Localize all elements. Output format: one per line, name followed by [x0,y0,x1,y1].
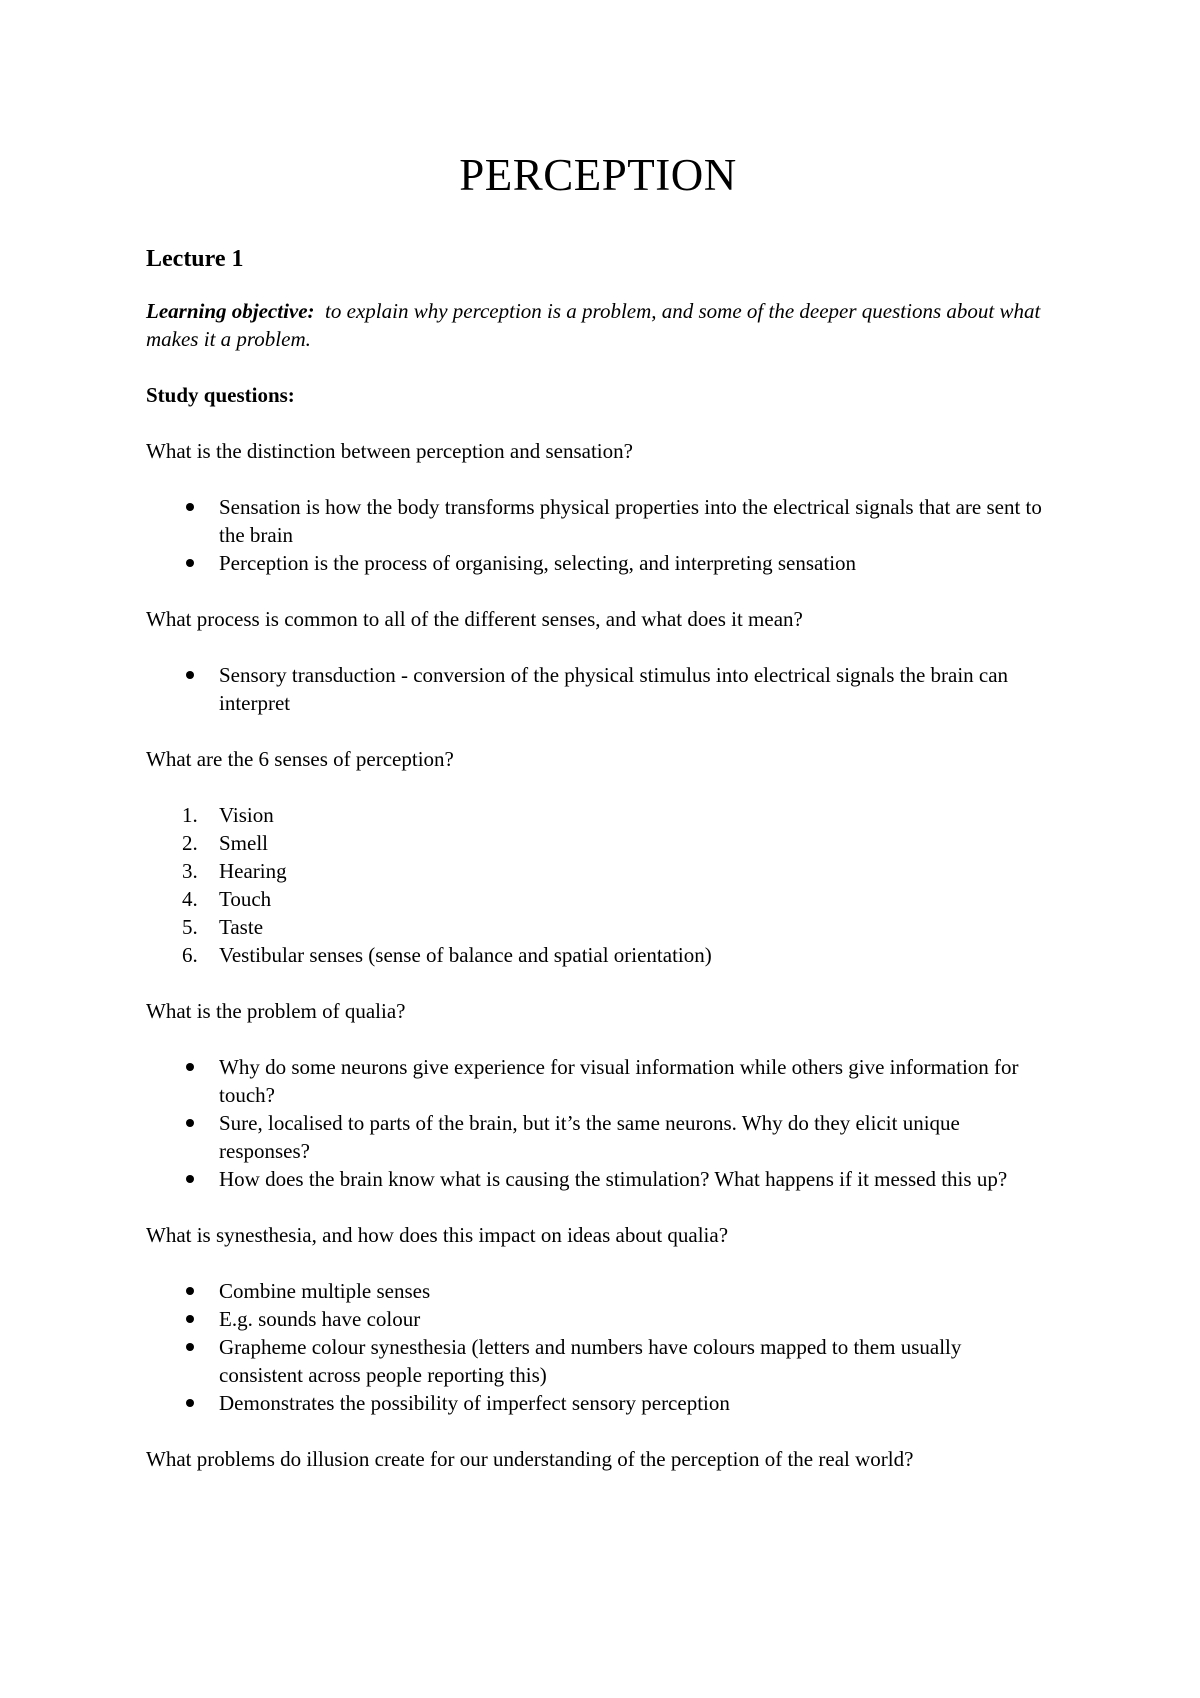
list-item: Combine multiple senses [219,1277,1050,1305]
list-item: Sensory transduction - conversion of the physical stimulus into electrical signals the brain can interpret [219,661,1050,717]
study-question: What is the distinction between perception and sensation? [146,439,633,463]
page-title: PERCEPTION [459,150,737,200]
study-question: What is the problem of qualia? [146,999,406,1023]
list-item [182,857,1050,885]
numbered-list [146,801,1050,969]
list-number: 1. [182,803,198,827]
list-item [182,941,1050,969]
list-number: 6. [182,943,198,967]
list-number: 4. [182,887,198,911]
study-question: What is synesthesia, and how does this impact on ideas about qualia? [146,1223,729,1247]
list-item: Grapheme colour synesthesia (letters and numbers have colours mapped to them usually consistent across people reporting this) [219,1333,1050,1389]
list-number: 2. [182,831,198,855]
study-question: What are the 6 senses of perception? [146,747,454,771]
learning-objective [146,297,1050,353]
list-item-text: Hearing [219,859,287,883]
list-item-text: Touch [219,887,272,911]
list-item-text: Vision [219,803,274,827]
list-item: Why do some neurons give experience for visual information while others give information for touch? [219,1053,1050,1109]
list-item-text: Taste [219,915,264,939]
list-item [182,801,1050,829]
study-questions-heading: Study questions: [146,383,295,407]
list-item-text: Smell [219,831,269,855]
list-item: Sure, localised to parts of the brain, but it’s the same neurons. Why do they elicit unique responses? [219,1109,1050,1165]
learning-objective-label: Learning objective: [146,299,315,323]
learning-objective-text: to explain why perception is a problem, and some of the deeper questions about what makes it a problem. [146,299,1041,351]
list-item [182,913,1050,941]
list-number: 3. [182,859,198,883]
study-question: What process is common to all of the different senses, and what does it mean? [146,607,803,631]
bullet-list [146,1277,1050,1417]
list-item: How does the brain know what is causing the stimulation? What happens if it messed this up? [219,1165,1050,1193]
bullet-list [146,493,1050,577]
list-item-text: Vestibular senses (sense of balance and spatial orientation) [219,943,712,967]
bullet-list [146,1053,1050,1193]
study-question: What problems do illusion create for our understanding of the perception of the real world? [146,1447,914,1471]
bullet-list [146,661,1050,717]
list-item [182,829,1050,857]
list-item: Demonstrates the possibility of imperfect sensory perception [219,1389,1050,1417]
list-item: Sensation is how the body transforms physical properties into the electrical signals that are sent to the brain [219,493,1050,549]
list-item [182,885,1050,913]
lecture-heading: Lecture 1 [146,246,244,272]
list-item: E.g. sounds have colour [219,1305,1050,1333]
list-item: Perception is the process of organising, selecting, and interpreting sensation [219,549,1050,577]
list-number: 5. [182,915,198,939]
